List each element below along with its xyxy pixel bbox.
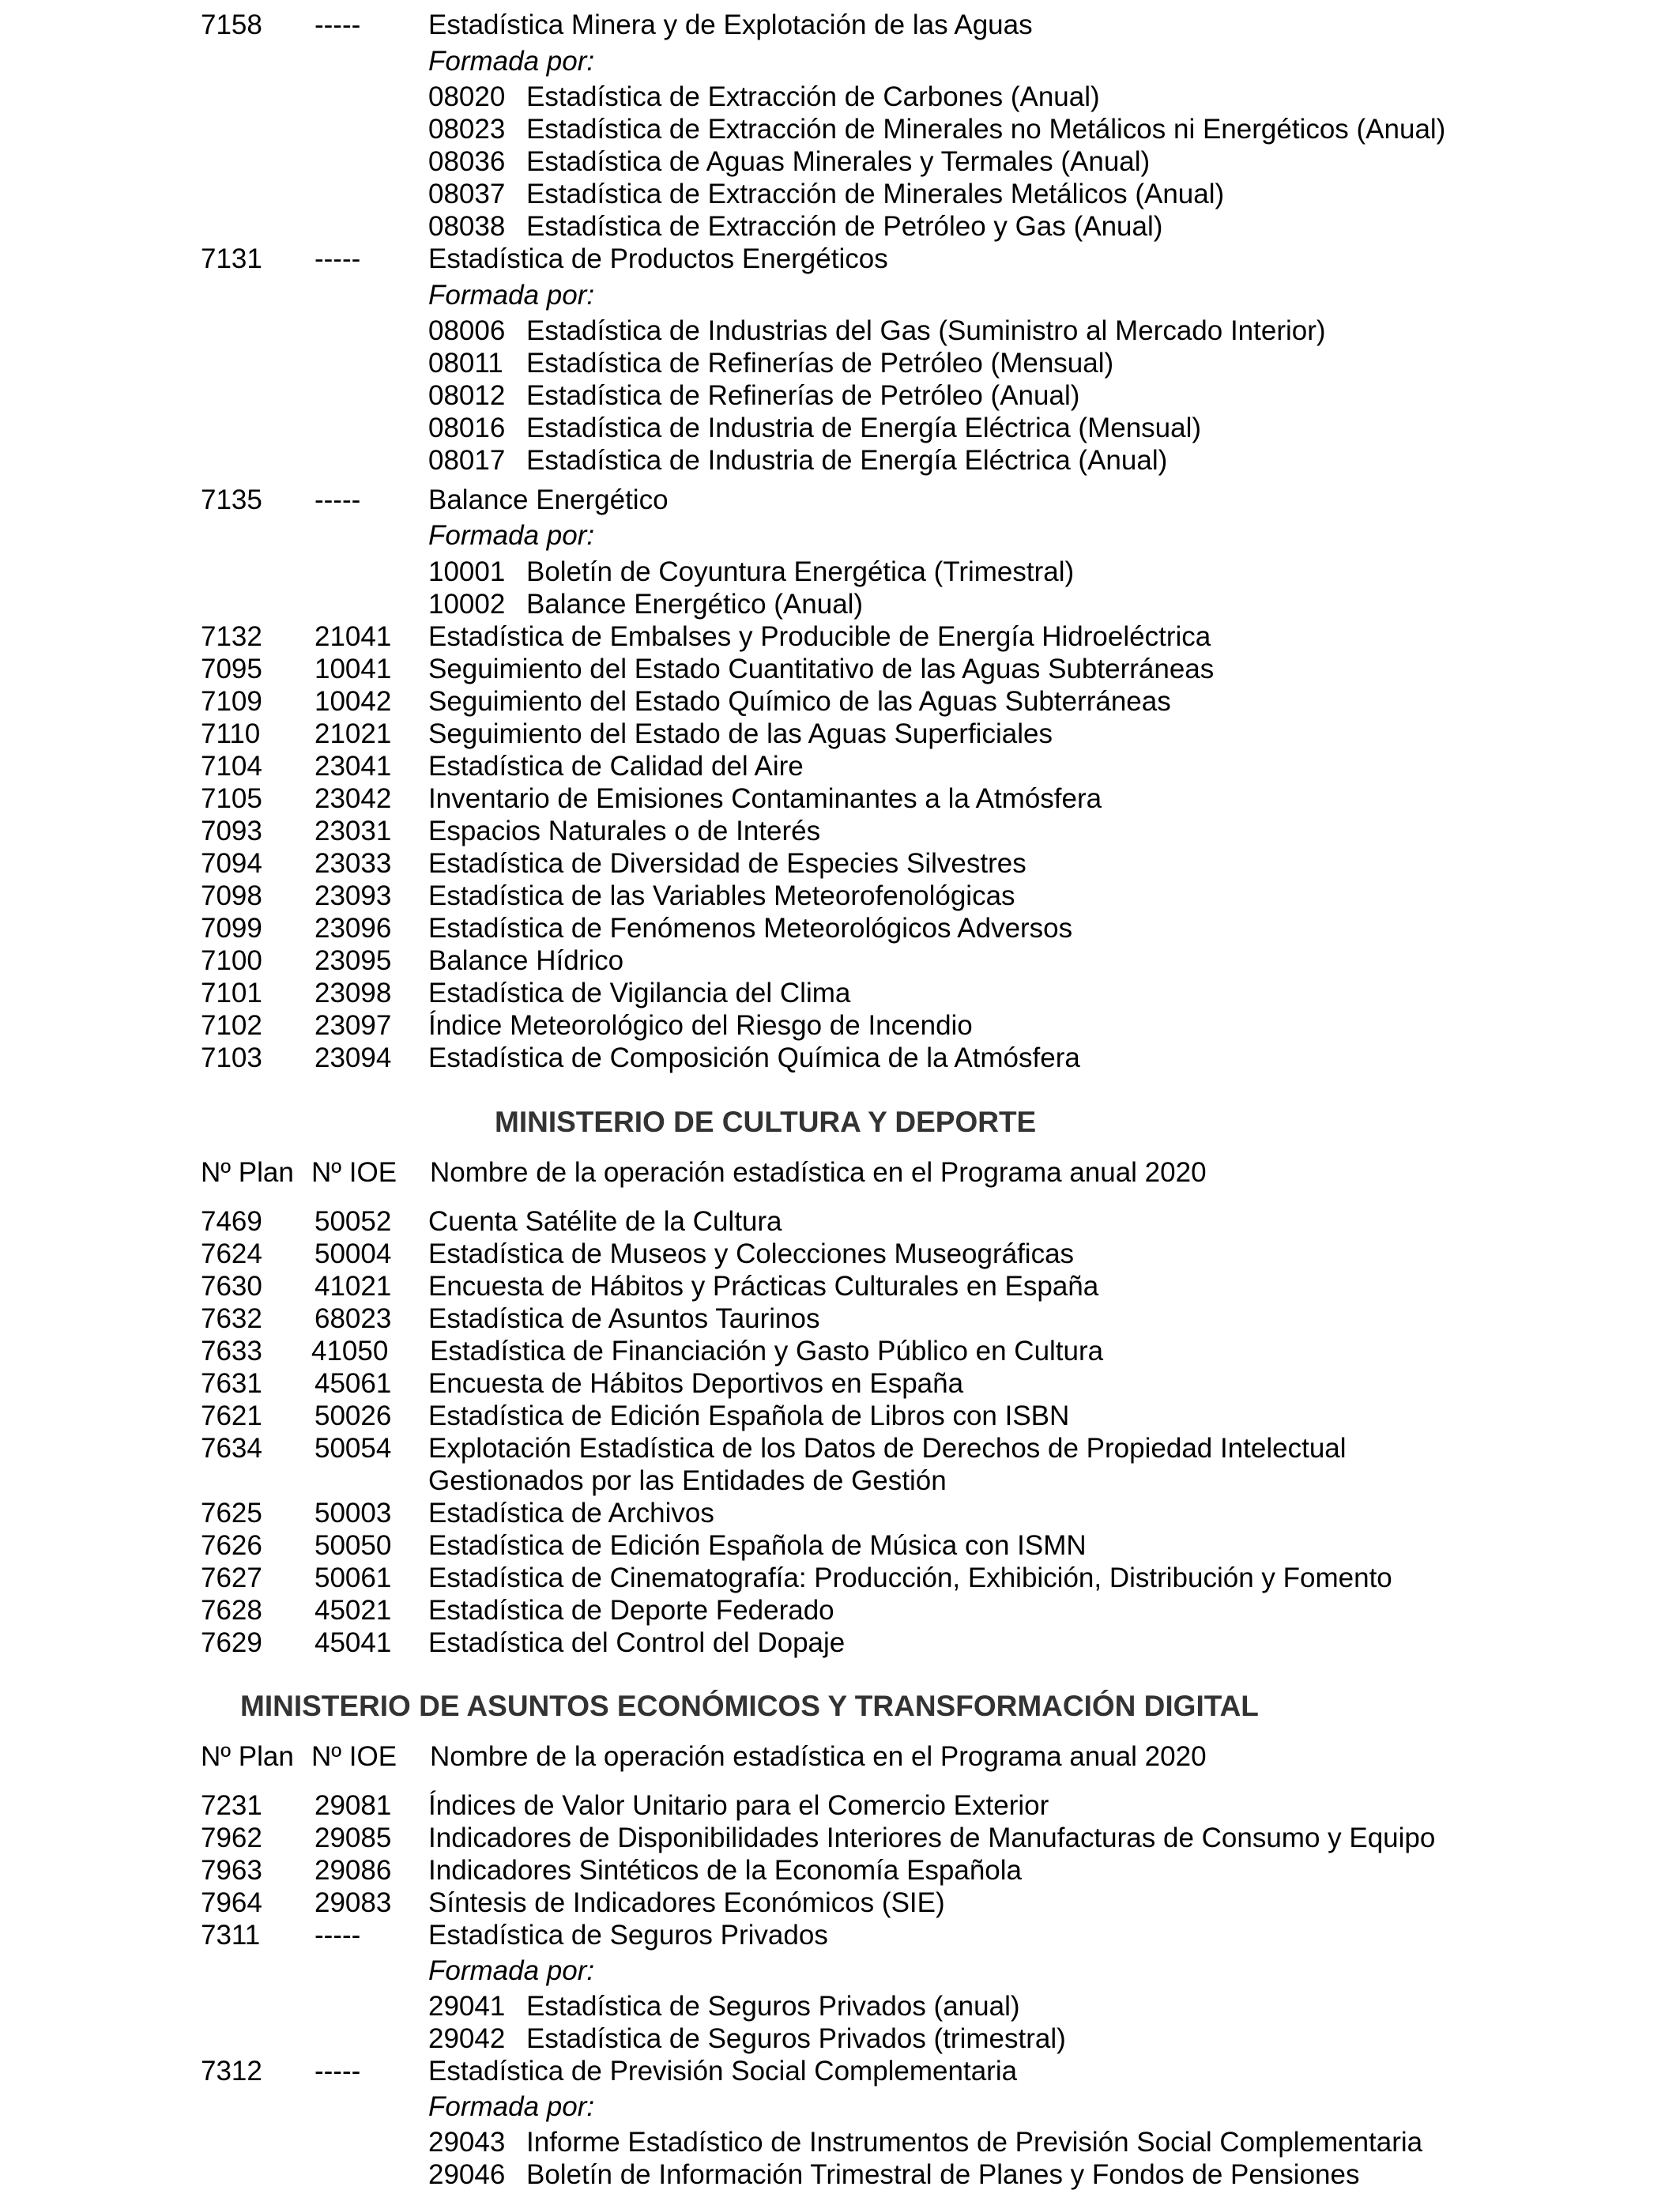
ioe-number: 68023 bbox=[315, 1303, 392, 1334]
plan-number: 7629 bbox=[201, 1627, 262, 1658]
section-heading bbox=[0, 1688, 1680, 1725]
plan-number: 7100 bbox=[201, 945, 262, 976]
formada-label-row bbox=[0, 520, 1680, 552]
plan-number: 7630 bbox=[201, 1271, 262, 1302]
entry-row bbox=[0, 945, 1680, 977]
sub-code: 08012 bbox=[428, 380, 506, 411]
plan-number: 7098 bbox=[201, 880, 262, 911]
operation-name: Encuesta de Hábitos Deportivos en España bbox=[428, 1368, 964, 1399]
ioe-number: 23094 bbox=[315, 1042, 392, 1073]
entry-row bbox=[0, 783, 1680, 815]
sub-code: 29043 bbox=[428, 2127, 506, 2158]
sub-name: Estadística de Industria de Energía Eléctrica (Mensual) bbox=[526, 413, 1202, 443]
entry-row bbox=[0, 718, 1680, 750]
operation-name: Estadística del Control del Dopaje bbox=[428, 1627, 846, 1658]
sub-operation-row bbox=[0, 445, 1680, 477]
operation-name: Balance Hídrico bbox=[428, 945, 624, 976]
plan-number: 7311 bbox=[201, 1920, 261, 1951]
plan-number: 7312 bbox=[201, 2056, 262, 2087]
ioe-number: 23042 bbox=[315, 783, 392, 814]
operation-name: Estadística de Deporte Federado bbox=[428, 1595, 834, 1626]
column-header-name: Nombre de la operación estadística en el Programa anual 2020 bbox=[430, 1741, 1207, 1772]
ioe-number: 41021 bbox=[315, 1271, 392, 1302]
formada-label: Formada por: bbox=[428, 280, 595, 311]
plan-number: 7469 bbox=[201, 1206, 262, 1237]
ioe-number: 10042 bbox=[315, 686, 392, 717]
ioe-number: 23033 bbox=[315, 848, 392, 879]
sub-operation-row bbox=[0, 2023, 1680, 2055]
plan-number: 7131 bbox=[201, 243, 262, 274]
sub-operation-row bbox=[0, 179, 1680, 210]
sub-operation-row bbox=[0, 413, 1680, 444]
operation-name: Estadística de Edición Española de Música con ISMN bbox=[428, 1530, 1087, 1561]
sub-code: 08006 bbox=[428, 315, 506, 346]
ioe-number: 45021 bbox=[315, 1595, 392, 1626]
operation-name: Estadística de Cinematografía: Producción, Exhibición, Distribución y Fomento bbox=[428, 1563, 1392, 1593]
entry-row bbox=[0, 913, 1680, 944]
ioe-number: ----- bbox=[315, 2056, 361, 2087]
plan-number: 7101 bbox=[201, 978, 262, 1008]
sub-name: Estadística de Aguas Minerales y Termales (Anual) bbox=[526, 146, 1151, 177]
formada-label-row bbox=[0, 46, 1680, 77]
ioe-number: 23096 bbox=[315, 913, 392, 944]
ioe-number: ----- bbox=[315, 243, 361, 274]
operation-name-continued: Gestionados por las Entidades de Gestión bbox=[428, 1465, 947, 1496]
operation-name: Índices de Valor Unitario para el Comercio Exterior bbox=[428, 1790, 1049, 1821]
operation-name: Estadística de Vigilancia del Clima bbox=[428, 978, 851, 1008]
sub-code: 08037 bbox=[428, 179, 506, 209]
entry-row bbox=[0, 1271, 1680, 1302]
entry-row bbox=[0, 1010, 1680, 1042]
ioe-number: 29085 bbox=[315, 1823, 392, 1853]
plan-number: 7103 bbox=[201, 1042, 262, 1073]
entry-row bbox=[0, 654, 1680, 685]
sub-code: 10001 bbox=[428, 556, 506, 587]
formada-label-row bbox=[0, 2091, 1680, 2123]
plan-number: 7632 bbox=[201, 1303, 262, 1334]
plan-number: 7093 bbox=[201, 816, 262, 846]
plan-number: 7102 bbox=[201, 1010, 262, 1041]
sub-name: Boletín de Coyuntura Energética (Trimestral) bbox=[526, 556, 1075, 587]
ioe-number: 10041 bbox=[315, 654, 392, 684]
plan-number: 7963 bbox=[201, 1855, 262, 1886]
ioe-number: 45061 bbox=[315, 1368, 392, 1399]
entry-row bbox=[0, 9, 1680, 41]
column-header-plan: Nº Plan bbox=[201, 1741, 294, 1772]
ioe-number: 23097 bbox=[315, 1010, 392, 1041]
plan-number: 7099 bbox=[201, 913, 262, 944]
entry-row bbox=[0, 880, 1680, 912]
entry-row bbox=[0, 848, 1680, 880]
entry-row bbox=[0, 1400, 1680, 1432]
plan-number: 7634 bbox=[201, 1433, 262, 1464]
operation-name: Indicadores de Disponibilidades Interiores de Manufacturas de Consumo y Equipo bbox=[428, 1823, 1436, 1853]
plan-number: 7625 bbox=[201, 1498, 262, 1529]
sub-operation-row bbox=[0, 2127, 1680, 2158]
plan-number: 7624 bbox=[201, 1238, 262, 1269]
operation-name: Estadística de Calidad del Aire bbox=[428, 751, 804, 782]
entry-row bbox=[0, 1887, 1680, 1919]
entry-row bbox=[0, 1498, 1680, 1529]
ioe-number: 23095 bbox=[315, 945, 392, 976]
entry-row bbox=[0, 1206, 1680, 1238]
sub-code: 10002 bbox=[428, 589, 506, 620]
sub-name: Estadística de Extracción de Petróleo y Gas (Anual) bbox=[526, 211, 1163, 242]
sub-operation-row bbox=[0, 315, 1680, 347]
sub-name: Estadística de Seguros Privados (trimestral) bbox=[526, 2023, 1066, 2054]
entry-row bbox=[0, 1530, 1680, 1562]
sub-operation-row bbox=[0, 589, 1680, 620]
entry-continuation-row bbox=[0, 1465, 1680, 1497]
plan-number: 7633 bbox=[201, 1336, 262, 1367]
operation-name: Estadística de Composición Química de la Atmósfera bbox=[428, 1042, 1080, 1073]
formada-label: Formada por: bbox=[428, 46, 595, 77]
sub-code: 29041 bbox=[428, 1991, 506, 2022]
operation-name: Síntesis de Indicadores Económicos (SIE) bbox=[428, 1887, 945, 1918]
sub-operation-row bbox=[0, 2159, 1680, 2191]
plan-number: 7094 bbox=[201, 848, 262, 879]
ioe-number: ----- bbox=[315, 484, 361, 515]
ioe-number: ----- bbox=[315, 1920, 361, 1951]
plan-number: 7105 bbox=[201, 783, 262, 814]
entry-row bbox=[0, 978, 1680, 1009]
ioe-number: 23041 bbox=[315, 751, 392, 782]
operation-name: Estadística de Archivos bbox=[428, 1498, 714, 1529]
ioe-number: 50052 bbox=[315, 1206, 392, 1237]
entry-row bbox=[0, 1563, 1680, 1594]
entry-row bbox=[0, 1336, 1680, 1367]
operation-name: Encuesta de Hábitos y Prácticas Culturales en España bbox=[428, 1271, 1099, 1302]
operation-name: Balance Energético bbox=[428, 484, 669, 515]
formada-label-row bbox=[0, 1955, 1680, 1987]
column-header-row bbox=[0, 1741, 1680, 1773]
sub-operation-row bbox=[0, 211, 1680, 243]
operation-name: Seguimiento del Estado Químico de las Aguas Subterráneas bbox=[428, 686, 1171, 717]
entry-row bbox=[0, 1823, 1680, 1854]
sub-operation-row bbox=[0, 380, 1680, 412]
sub-operation-row bbox=[0, 556, 1680, 588]
sub-name: Estadística de Extracción de Carbones (Anual) bbox=[526, 81, 1100, 112]
ioe-number: 23031 bbox=[315, 816, 392, 846]
sub-code: 08016 bbox=[428, 413, 506, 443]
entry-row bbox=[0, 686, 1680, 718]
operation-name: Explotación Estadística de los Datos de Derechos de Propiedad Intelectual bbox=[428, 1433, 1347, 1464]
sub-code: 08038 bbox=[428, 211, 506, 242]
plan-number: 7626 bbox=[201, 1530, 262, 1561]
ioe-number: 50054 bbox=[315, 1433, 392, 1464]
column-header-row bbox=[0, 1157, 1680, 1189]
sub-name: Balance Energético (Anual) bbox=[526, 589, 864, 620]
plan-number: 7095 bbox=[201, 654, 262, 684]
plan-number: 7231 bbox=[201, 1790, 262, 1821]
operation-name: Estadística de las Variables Meteorofenológicas bbox=[428, 880, 1015, 911]
operation-name: Estadística de Fenómenos Meteorológicos Adversos bbox=[428, 913, 1073, 944]
section-title: MINISTERIO DE CULTURA Y DEPORTE bbox=[495, 1106, 1037, 1138]
ioe-number: 50004 bbox=[315, 1238, 392, 1269]
operation-name: Estadística de Edición Española de Libros con ISBN bbox=[428, 1400, 1070, 1431]
formada-label: Formada por: bbox=[428, 1955, 595, 1986]
section-title: MINISTERIO DE ASUNTOS ECONÓMICOS Y TRANSFORMACIÓN DIGITAL bbox=[240, 1690, 1259, 1722]
ioe-number: 21021 bbox=[315, 718, 392, 749]
entry-row bbox=[0, 1855, 1680, 1887]
sub-operation-row bbox=[0, 146, 1680, 178]
sub-name: Boletín de Información Trimestral de Planes y Fondos de Pensiones bbox=[526, 2159, 1360, 2190]
ioe-number: 50061 bbox=[315, 1563, 392, 1593]
operation-name: Estadística de Embalses y Producible de Energía Hidroeléctrica bbox=[428, 621, 1211, 652]
column-header-ioe: Nº IOE bbox=[311, 1741, 397, 1772]
ioe-number: 23098 bbox=[315, 978, 392, 1008]
column-header-ioe: Nº IOE bbox=[311, 1157, 397, 1188]
ioe-number: ----- bbox=[315, 9, 361, 40]
ioe-number: 50050 bbox=[315, 1530, 392, 1561]
entry-row bbox=[0, 1368, 1680, 1400]
entry-row bbox=[0, 1433, 1680, 1465]
sub-code: 08011 bbox=[428, 348, 503, 379]
plan-number: 7158 bbox=[201, 9, 262, 40]
section-heading bbox=[0, 1104, 1680, 1140]
ioe-number: 29083 bbox=[315, 1887, 392, 1918]
ioe-number: 29081 bbox=[315, 1790, 392, 1821]
operation-name: Espacios Naturales o de Interés bbox=[428, 816, 821, 846]
plan-number: 7964 bbox=[201, 1887, 262, 1918]
sub-code: 08036 bbox=[428, 146, 506, 177]
sub-code: 29042 bbox=[428, 2023, 506, 2054]
entry-row bbox=[0, 243, 1680, 275]
sub-name: Estadística de Industria de Energía Eléctrica (Anual) bbox=[526, 445, 1168, 476]
ioe-number: 29086 bbox=[315, 1855, 392, 1886]
operation-name: Cuenta Satélite de la Cultura bbox=[428, 1206, 782, 1237]
sub-operation-row bbox=[0, 114, 1680, 145]
plan-number: 7628 bbox=[201, 1595, 262, 1626]
sub-operation-row bbox=[0, 81, 1680, 113]
operation-name: Seguimiento del Estado Cuantitativo de las Aguas Subterráneas bbox=[428, 654, 1215, 684]
plan-number: 7962 bbox=[201, 1823, 262, 1853]
sub-code: 29046 bbox=[428, 2159, 506, 2190]
ioe-number: 41050 bbox=[311, 1336, 389, 1367]
sub-code: 08020 bbox=[428, 81, 506, 112]
operation-name: Seguimiento del Estado de las Aguas Superficiales bbox=[428, 718, 1053, 749]
formada-label-row bbox=[0, 280, 1680, 311]
sub-code: 08023 bbox=[428, 114, 506, 145]
operation-name: Estadística de Museos y Colecciones Museográficas bbox=[428, 1238, 1075, 1269]
operation-name: Estadística de Previsión Social Complementaria bbox=[428, 2056, 1018, 2087]
sub-name: Estadística de Refinerías de Petróleo (Anual) bbox=[526, 380, 1080, 411]
sub-code: 08017 bbox=[428, 445, 506, 476]
ioe-number: 23093 bbox=[315, 880, 392, 911]
operation-name: Estadística de Diversidad de Especies Silvestres bbox=[428, 848, 1026, 879]
operation-name: Estadística de Seguros Privados bbox=[428, 1920, 828, 1951]
operation-name: Estadística de Productos Energéticos bbox=[428, 243, 888, 274]
entry-row bbox=[0, 1920, 1680, 1951]
formada-label: Formada por: bbox=[428, 2091, 595, 2122]
entry-row bbox=[0, 1042, 1680, 1074]
plan-number: 7631 bbox=[201, 1368, 262, 1399]
entry-row bbox=[0, 751, 1680, 782]
entry-row bbox=[0, 1595, 1680, 1627]
plan-number: 7135 bbox=[201, 484, 262, 515]
ioe-number: 50026 bbox=[315, 1400, 392, 1431]
entry-row bbox=[0, 1627, 1680, 1659]
sub-name: Estadística de Seguros Privados (anual) bbox=[526, 1991, 1020, 2022]
sub-name: Estadística de Industrias del Gas (Suministro al Mercado Interior) bbox=[526, 315, 1326, 346]
column-header-name: Nombre de la operación estadística en el Programa anual 2020 bbox=[430, 1157, 1207, 1188]
entry-row bbox=[0, 484, 1680, 516]
entry-row bbox=[0, 1238, 1680, 1270]
sub-name: Estadística de Refinerías de Petróleo (Mensual) bbox=[526, 348, 1114, 379]
plan-number: 7104 bbox=[201, 751, 262, 782]
sub-name: Estadística de Extracción de Minerales no Metálicos ni Energéticos (Anual) bbox=[526, 114, 1446, 145]
formada-label: Formada por: bbox=[428, 520, 595, 551]
entry-row bbox=[0, 621, 1680, 653]
plan-number: 7621 bbox=[201, 1400, 262, 1431]
plan-number: 7627 bbox=[201, 1563, 262, 1593]
entry-row bbox=[0, 816, 1680, 847]
entry-row bbox=[0, 2056, 1680, 2087]
plan-number: 7110 bbox=[201, 718, 261, 749]
operation-name: Inventario de Emisiones Contaminantes a la Atmósfera bbox=[428, 783, 1102, 814]
sub-name: Estadística de Extracción de Minerales Metálicos (Anual) bbox=[526, 179, 1225, 209]
plan-number: 7109 bbox=[201, 686, 262, 717]
operation-name: Estadística de Asuntos Taurinos bbox=[428, 1303, 820, 1334]
entry-row bbox=[0, 1303, 1680, 1335]
sub-operation-row bbox=[0, 348, 1680, 379]
operation-name: Estadística de Financiación y Gasto Público en Cultura bbox=[430, 1336, 1104, 1367]
entry-row bbox=[0, 1790, 1680, 1822]
column-header-plan: Nº Plan bbox=[201, 1157, 294, 1188]
sub-name: Informe Estadístico de Instrumentos de Previsión Social Complementaria bbox=[526, 2127, 1423, 2158]
operation-name: Índice Meteorológico del Riesgo de Incendio bbox=[428, 1010, 973, 1041]
plan-number: 7132 bbox=[201, 621, 262, 652]
ioe-number: 50003 bbox=[315, 1498, 392, 1529]
operation-name: Indicadores Sintéticos de la Economía Española bbox=[428, 1855, 1023, 1886]
ioe-number: 45041 bbox=[315, 1627, 392, 1658]
ioe-number: 21041 bbox=[315, 621, 392, 652]
operation-name: Estadística Minera y de Explotación de las Aguas bbox=[428, 9, 1033, 40]
sub-operation-row bbox=[0, 1991, 1680, 2022]
